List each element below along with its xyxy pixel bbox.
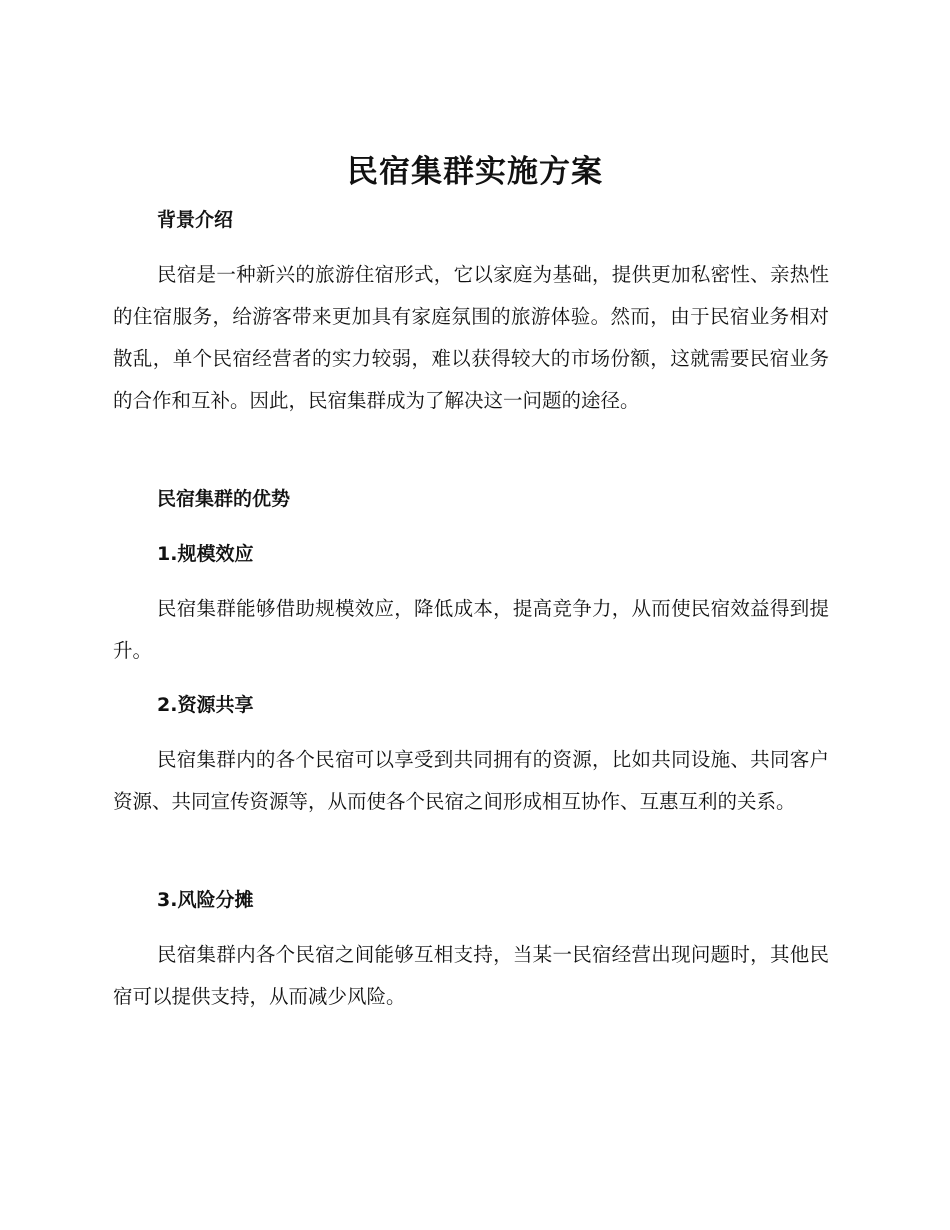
subheading-risk-sharing: 3.风险分摊 (157, 889, 254, 911)
subheading-resource-sharing: 2.资源共享 (157, 694, 254, 716)
paragraph-resource-sharing: 民宿集群内的各个民宿可以享受到共同拥有的资源，比如共同设施、共同客户资源、共同宣传资源等，从而使各个民宿之间形成相互协作、互惠互利的关系。 (113, 748, 829, 813)
section-heading-advantages: 民宿集群的优势 (157, 488, 291, 510)
document-title: 民宿集群实施方案 (347, 154, 603, 190)
subheading-scale-effect: 1.规模效应 (157, 543, 254, 565)
paragraph-background: 民宿是一种新兴的旅游住宿形式，它以家庭为基础，提供更加私密性、亲热性的住宿服务，给游客带来更加具有家庭氛围的旅游体验。然而，由于民宿业务相对散乱，单个民宿经营者的实力较弱，难以获得较大的市场份额，这就需要民宿业务的合作和互补。因此，民宿集群成为了解决这一问题的途径。 (113, 263, 829, 412)
paragraph-risk-sharing: 民宿集群内各个民宿之间能够互相支持，当某一民宿经营出现问题时，其他民宿可以提供支持，从而减少风险。 (113, 943, 829, 1008)
paragraph-scale-effect: 民宿集群能够借助规模效应，降低成本，提高竞争力，从而使民宿效益得到提升。 (113, 597, 829, 662)
section-heading-background: 背景介绍 (157, 209, 234, 231)
